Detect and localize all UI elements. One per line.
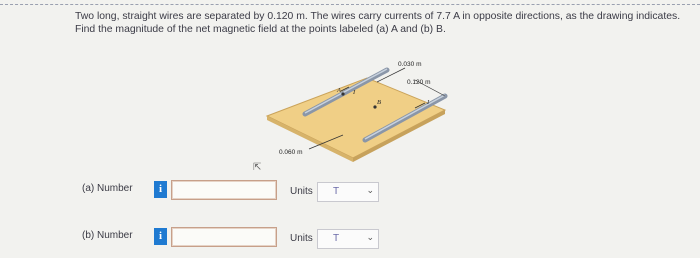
part-a-units-label: Units bbox=[290, 186, 313, 197]
point-a-marker bbox=[341, 92, 344, 95]
wires-diagram bbox=[255, 58, 465, 173]
wires-diagram-svg bbox=[255, 58, 465, 168]
question-text bbox=[75, 10, 685, 36]
chevron-down-icon: ⌄ bbox=[366, 185, 374, 195]
board bbox=[267, 78, 445, 158]
part-b-units-select[interactable] bbox=[317, 229, 379, 249]
question-line-1: Two long, straight wires are separated by 0.120 m. The wires carry currents of 7.7 A in opposite directions, as the drawing indicates. bbox=[75, 11, 681, 22]
part-b-label: (b) Number bbox=[82, 230, 133, 241]
label-0-060: 0.060 m bbox=[279, 149, 303, 156]
part-b-number-input[interactable] bbox=[171, 227, 277, 247]
part-a-units-select[interactable] bbox=[317, 182, 379, 202]
top-divider bbox=[0, 0, 700, 5]
part-a-label: (a) Number bbox=[82, 183, 133, 194]
label-current-1: I bbox=[353, 89, 356, 96]
label-point-a: A bbox=[337, 87, 341, 94]
label-0-120: 0.120 m bbox=[407, 79, 431, 86]
part-b-units-label: Units bbox=[290, 233, 313, 244]
chevron-down-icon: ⌄ bbox=[366, 232, 374, 242]
part-a-number-input[interactable] bbox=[171, 180, 277, 200]
part-a-units-value: T bbox=[333, 186, 340, 197]
label-0-030: 0.030 m bbox=[398, 61, 422, 68]
question-line-2: Find the magnitude of the net magnetic field at the points labeled (a) A and (b) B. bbox=[75, 24, 446, 35]
info-icon[interactable]: i bbox=[154, 181, 167, 198]
mouse-cursor-icon: ⇱ bbox=[253, 162, 262, 173]
label-current-2: I bbox=[427, 99, 430, 106]
part-b-units-value: T bbox=[333, 233, 340, 244]
label-point-b: B bbox=[377, 99, 381, 106]
info-icon[interactable]: i bbox=[154, 228, 167, 245]
